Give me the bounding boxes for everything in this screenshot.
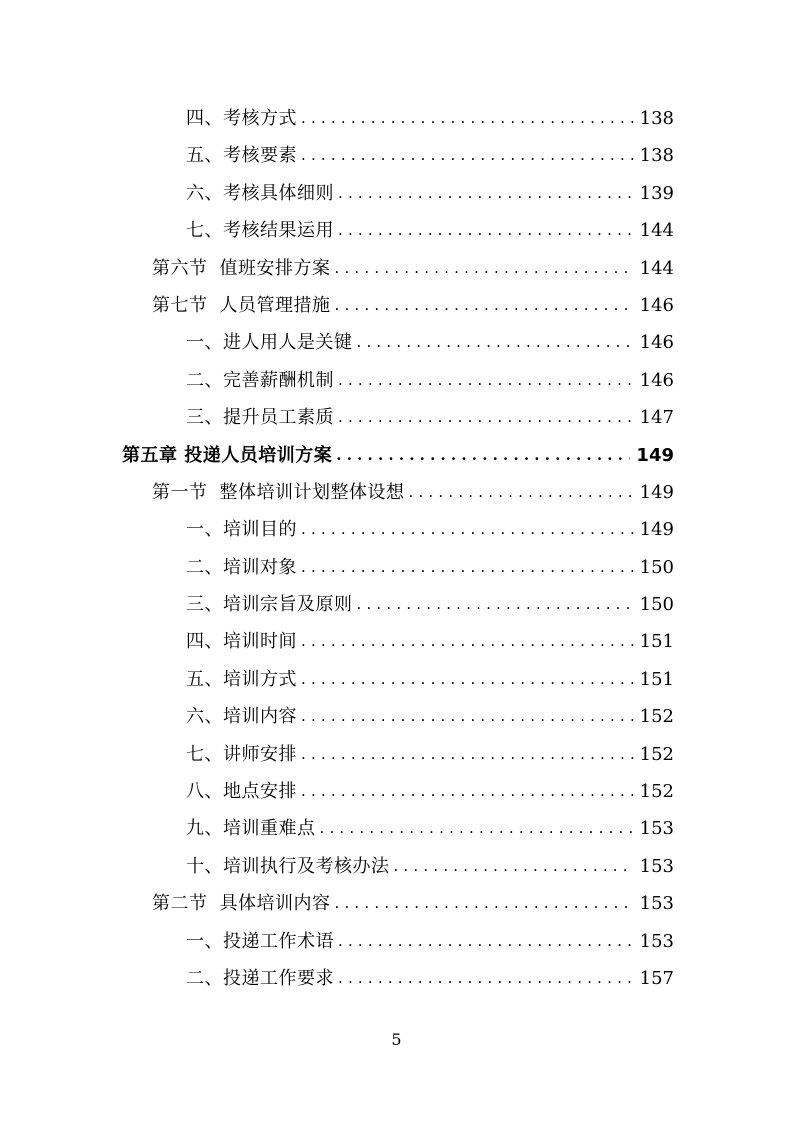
toc-entry[interactable] [0,324,793,361]
toc-entry[interactable] [0,474,793,511]
toc-entry-label: 一、进人用人是关键 [186,332,353,354]
toc-entry-line [186,175,674,212]
toc-entry-page: 151 [639,668,674,690]
toc-entry-line [186,399,674,436]
toc-entry-page: 149 [639,519,674,541]
dot-leader [301,137,634,174]
toc-entry-line [122,437,674,474]
toc-entry-line [152,287,674,324]
toc-entry-number: 第一节 [152,481,208,503]
toc-entry-title [186,698,297,735]
dot-leader [338,960,634,997]
dot-leader [336,437,630,474]
toc-entry[interactable] [0,885,793,922]
toc-entry-page: 150 [639,556,674,578]
toc-entry-title [186,175,334,212]
toc-entry-title [186,736,297,773]
toc-entry-label: 六、考核具体细则 [186,182,334,204]
toc-entry-page: 144 [639,220,674,242]
dot-leader [335,885,634,922]
toc-entry-number: 第六节 [152,257,208,279]
toc-entry-title [186,848,390,885]
toc-entry-title [122,437,332,474]
dot-leader [301,698,634,735]
toc-entry-title [152,250,331,287]
toc-entry-page: 149 [636,444,674,466]
toc-entry[interactable] [0,923,793,960]
toc-entry-page: 153 [639,818,674,840]
toc-entry-label: 具体培训内容 [219,893,331,915]
toc-entry-line [186,362,674,399]
toc-entry-label: 七、讲师安排 [186,743,297,765]
toc-entry-page: 149 [639,481,674,503]
toc-entry-title [186,324,353,361]
dot-leader [335,287,634,324]
toc-entry[interactable] [0,287,793,324]
toc-entry-label: 六、培训内容 [186,706,297,728]
toc-entry-page: 153 [639,855,674,877]
toc-entry-title [186,137,297,174]
toc-entry-page: 147 [639,407,674,429]
toc-entry[interactable] [0,698,793,735]
toc-entry-page: 152 [639,743,674,765]
toc-entry-line [186,960,674,997]
toc-entry-line [152,885,674,922]
toc-entry[interactable] [0,586,793,623]
toc-entry-line [186,549,674,586]
toc-entry-page: 152 [639,706,674,728]
dot-leader [357,324,634,361]
toc-entry-line [186,923,674,960]
toc-entry-page: 153 [639,893,674,915]
toc-entry-number: 第五章 [122,444,178,466]
toc-entry-label: 一、培训目的 [186,519,297,541]
toc-entry[interactable] [0,362,793,399]
toc-entry-line [186,100,674,137]
toc-entry-title [186,549,297,586]
toc-entry-page: 146 [639,294,674,316]
dot-leader [301,661,634,698]
dot-leader [301,773,634,810]
dot-leader [338,399,634,436]
toc-entry-title [186,212,334,249]
toc-entry-line [186,698,674,735]
toc-entry-page: 138 [639,145,674,167]
toc-entry-page: 144 [639,257,674,279]
toc-entry-title [186,661,297,698]
toc-entry-label: 投递人员培训方案 [184,444,333,466]
toc-entry-page: 157 [639,967,674,989]
dot-leader [338,362,634,399]
toc-entry-line [186,511,674,548]
toc-entry-label: 整体培训计划整体设想 [219,481,405,503]
toc-entry-title [186,399,334,436]
toc-entry-title [186,960,334,997]
toc-entry-page: 151 [639,631,674,653]
toc-entry-title [186,100,297,137]
toc-entry-line [186,661,674,698]
toc-entry-label: 十、培训执行及考核办法 [186,855,390,877]
toc-entry[interactable] [0,511,793,548]
toc-entry-title [186,511,297,548]
toc-entry-label: 四、考核方式 [186,108,297,129]
dot-leader [301,736,634,773]
toc-entry-label: 七、考核结果运用 [186,220,334,242]
toc-entry-line [186,623,674,660]
toc-entry[interactable] [0,175,793,212]
toc-entry-label: 一、投递工作术语 [186,930,334,952]
toc-entry-title [152,885,331,922]
toc-entry-label: 五、考核要素 [186,145,297,167]
toc-entry-line [186,810,674,847]
toc-entry-label: 三、提升员工素质 [186,407,334,429]
toc-entry[interactable] [0,623,793,660]
toc-entry[interactable] [0,661,793,698]
toc-entry[interactable] [0,137,793,174]
dot-leader [301,549,634,586]
toc-entry-page: 139 [639,182,674,204]
dot-leader [338,212,634,249]
toc-entry-title [186,923,334,960]
toc-entry[interactable] [0,437,793,474]
toc-entry[interactable] [0,399,793,436]
toc-entry-label: 二、投递工作要求 [186,967,334,989]
toc-entry[interactable] [0,810,793,847]
dot-leader [409,474,634,511]
toc-entry-title [186,810,316,847]
toc-entry-title [186,773,297,810]
toc-entry[interactable] [0,212,793,249]
toc-entry-page: 138 [639,108,674,129]
toc-entry[interactable] [0,960,793,997]
toc-entry-label: 八、地点安排 [186,781,297,803]
toc-entry-line [186,324,674,361]
toc-entry-label: 五、培训方式 [186,668,297,690]
page-number: 5 [391,1030,402,1049]
toc-entry-label: 二、培训对象 [186,556,297,578]
toc-entry-title [186,586,353,623]
toc-entry-line [186,848,674,885]
toc-entry-line [186,212,674,249]
dot-leader [338,175,634,212]
toc-entry-line [152,474,674,511]
toc-entry-line [186,736,674,773]
toc-entry-line [152,250,674,287]
toc-entry-page: 153 [639,930,674,952]
toc-entry-label: 四、培训时间 [186,631,297,653]
toc-entry-title [186,362,334,399]
dot-leader [335,250,634,287]
toc-entry[interactable] [0,848,793,885]
toc-entry-title [152,287,331,324]
dot-leader [338,923,634,960]
toc-entry[interactable] [0,250,793,287]
dot-leader [394,848,634,885]
toc-entry-line [186,586,674,623]
toc-entry[interactable] [0,736,793,773]
toc-entry-label: 九、培训重难点 [186,818,316,840]
toc-entry-line [186,137,674,174]
toc-entry-title [186,623,297,660]
toc-entry-label: 人员管理措施 [219,294,331,316]
toc-entry-title [152,474,405,511]
toc-entry-label: 三、培训宗旨及原则 [186,594,353,616]
toc-entry[interactable] [0,773,793,810]
toc-entry[interactable] [0,549,793,586]
dot-leader [301,100,634,137]
toc-entry-page: 146 [639,369,674,391]
dot-leader [301,623,634,660]
toc-entry-line [186,773,674,810]
toc-entry-page: 152 [639,781,674,803]
dot-leader [301,511,634,548]
toc-entry-label: 二、完善薪酬机制 [186,369,334,391]
toc-entry-label: 值班安排方案 [219,257,331,279]
toc-entry[interactable] [0,100,793,137]
dot-leader [357,586,634,623]
dot-leader [320,810,634,847]
toc-entry-number: 第七节 [152,294,208,316]
toc-entry-number: 第二节 [152,893,208,915]
toc-entry-page: 150 [639,594,674,616]
table-of-contents [0,100,793,997]
toc-entry-page: 146 [639,332,674,354]
